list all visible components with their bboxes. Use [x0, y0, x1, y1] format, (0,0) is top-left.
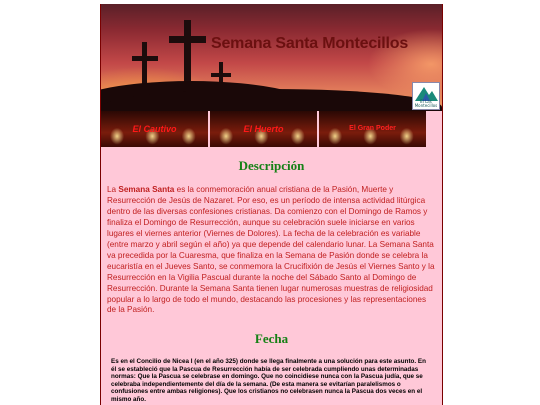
nav-el-cautivo[interactable] [101, 111, 208, 147]
fecha-heading: Fecha [254, 331, 289, 347]
page-container [100, 4, 443, 405]
badge-label: El Las Montecillos [414, 99, 438, 108]
badge-logo[interactable] [412, 82, 440, 110]
semana-santa-bold: Semana Santa [118, 185, 175, 194]
nav-label: El Gran Poder [349, 125, 396, 132]
nav-el-gran-poder[interactable] [319, 111, 426, 147]
header-banner [101, 4, 442, 111]
descripcion-heading: Descripción [238, 158, 305, 173]
nav-label: El Cautivo [132, 124, 177, 134]
site-title: Semana Santa Montecillos [211, 35, 409, 52]
nav-el-huerto[interactable] [210, 111, 317, 147]
nav-bar [101, 111, 442, 147]
nav-label: El Huerto [243, 124, 284, 134]
descripcion-paragraph: La Semana Santa es la conmemoración anual cristiana de la Pasión, Muerte y Resurrección de Jesús de Nazaret. Por eso, es un período de intensa actividad litúrgica dentro de las diversas confesiones cristianas. Da comienzo con el Domingo de Ramos y finaliza el Domingo de Resurrección, aunque su celebración suele iniciarse en varios lugares el viernes anterior (Viernes de Dolores). La fecha de la celebración es variable (entre marzo y abril según el año) ya que depende del calendario lunar. La Semana Santa va precedida por la Cuaresma, que finaliza en la Semana de Pasión donde se celebra la eucaristía en el Jueves Santo, se conmemora la Crucifixión de Jesús el Viernes Santo y la Resurrección en la Vigilia Pascual durante la noche del Sábado Santo al Domingo de Resurrección. Durante la Semana Santa tienen lugar numerosas muestras de religiosidad popular a lo largo de todo el mundo, destacando las procesiones y las representaciones de la Pasión. [107, 185, 435, 315]
fecha-paragraph: Es en el Concilio de Nicea I (en el año 325) donde se llega finalmente a una solución para este asunto. En él se estableció que la Pascua de Resurrección había de ser celebrada cumpliendo unas determinadas normas: Que la Pascua se celebrase en domingo. Que no coincidiese nunca con la Pascua judía, que se celebraba independientemente del día de la semana. (De esta manera se evitarían paralelismos o confusiones entre ambas religiones). Que los cristianos no celebrasen nunca la Pascua dos veces en el mismo año. [111, 358, 426, 403]
